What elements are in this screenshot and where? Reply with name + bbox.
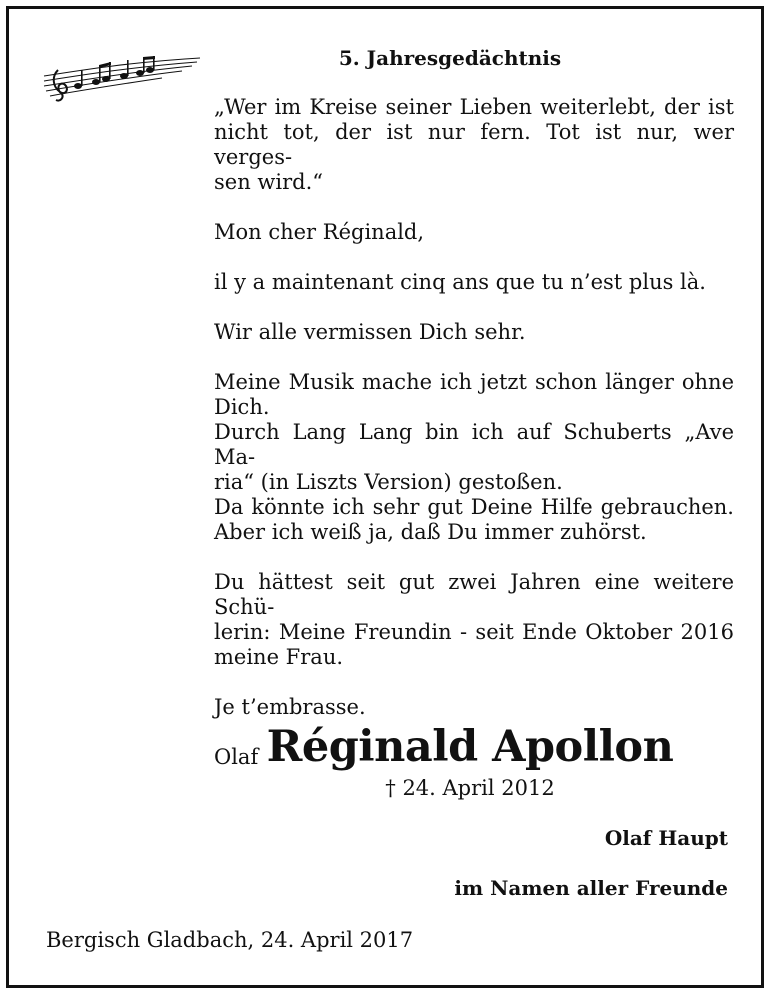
student-line: Du hättest seit gut zwei Jahren eine weitere Schü-	[214, 570, 734, 619]
music-line: Da könnte ich sehr gut Deine Hilfe gebrauchen.	[214, 495, 734, 519]
music-line: Aber ich weiß ja, daß Du immer zuhörst.	[214, 520, 647, 544]
closing: Je t’embrasse.	[214, 695, 366, 719]
signature-first: Olaf	[214, 745, 259, 769]
music-notes-icon	[42, 56, 202, 104]
quote-line: nicht tot, der ist nur fern. Tot ist nur, wer verges-	[214, 120, 734, 169]
paragraph-french: il y a maintenant cinq ans que tu n’est plus là.	[214, 270, 706, 294]
student-line: meine Frau.	[214, 645, 344, 669]
place-date: Bergisch Gladbach, 24. April 2017	[46, 928, 414, 952]
music-line: Meine Musik mache ich jetzt schon länger ohne	[214, 370, 734, 394]
death-date: † 24. April 2012	[385, 776, 555, 800]
anniversary-heading: 5. Jahresgedächtnis	[338, 46, 562, 70]
quote-line: „Wer im Kreise seiner Lieben weiterlebt, der ist	[214, 95, 734, 119]
student-line: lerin: Meine Freundin - seit Ende Oktober 2016	[214, 620, 734, 644]
quote-line: sen wird.“	[214, 170, 323, 194]
mourner-name: Olaf Haupt	[604, 826, 728, 850]
music-line: ria“ (in Liszts Version) gestoßen.	[214, 470, 563, 494]
deceased-name: Réginald Apollon	[266, 722, 674, 772]
music-line: Dich.	[214, 395, 270, 419]
salutation: Mon cher Réginald,	[214, 220, 425, 244]
on-behalf-line: im Namen aller Freunde	[454, 876, 728, 900]
memorial-text	[214, 95, 734, 770]
music-line: Durch Lang Lang bin ich auf Schuberts „Ave Ma-	[214, 420, 734, 469]
paragraph-miss: Wir alle vermissen Dich sehr.	[214, 320, 526, 344]
